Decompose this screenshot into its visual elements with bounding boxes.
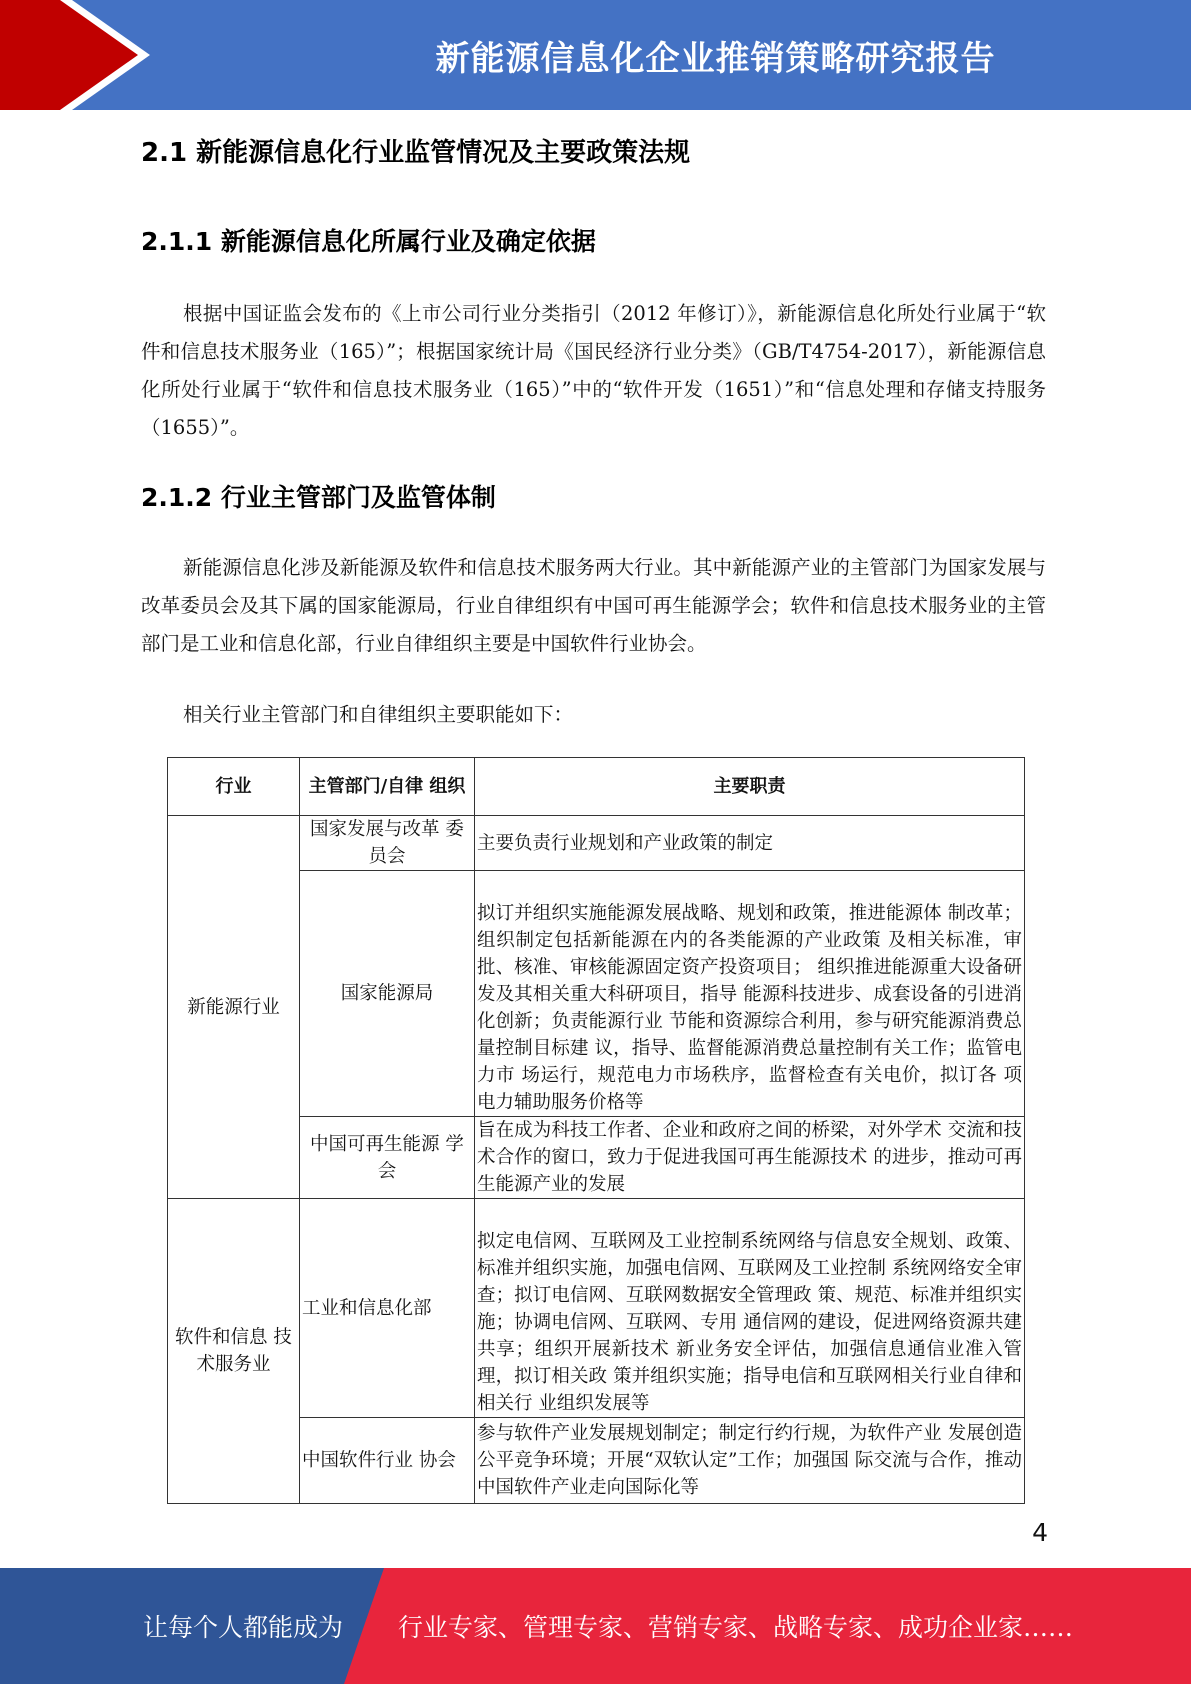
industry-cell: 新能源行业	[168, 816, 300, 1199]
subsection-heading-1: 2.1.1 新能源信息化所属行业及确定依据	[141, 227, 596, 256]
subsection-heading-2: 2.1.2 行业主管部门及监管体制	[141, 483, 496, 512]
industry-cell: 软件和信息 技术服务业	[168, 1199, 300, 1504]
header-duties: 主要职责	[475, 758, 1025, 816]
table-row	[168, 816, 1025, 871]
paragraph-table-intro: 相关行业主管部门和自律组织主要职能如下：	[183, 703, 574, 726]
header-arrow-icon	[0, 0, 160, 110]
duty-cell: 参与软件产业发展规划制定；制定行约行规，为软件产业 发展创造公平竞争环境；开展“双软认定”工作；加强国 际交流与合作，推动中国软件产业走向国际化等	[475, 1418, 1025, 1504]
report-title: 新能源信息化企业推销策略研究报告	[435, 38, 996, 79]
header-department: 主管部门/自律 组织	[300, 758, 475, 816]
header-bar	[0, 0, 1191, 110]
department-cell: 中国软件行业 协会	[300, 1418, 475, 1504]
page-number: 4	[1032, 1518, 1048, 1547]
footer-bar	[0, 1568, 1191, 1684]
section-heading: 2.1 新能源信息化行业监管情况及主要政策法规	[141, 138, 691, 168]
department-cell: 中国可再生能源 学会	[300, 1117, 475, 1199]
table-header-row	[168, 758, 1025, 816]
duty-cell: 拟定电信网、互联网及工业控制系统网络与信息安全规划、政策、标准并组织实施，加强电信网、互联网及工业控制 系统网络安全审查；拟订电信网、互联网数据安全管理政 策、规范、标准并组织实施；协调电信网、互联网、专用 通信网的建设，促进网络资源共建共享；组织开展新技术 新业务安全评估，加强信息通信业准入管理，拟订相关政 策并组织实施；指导电信和互联网相关行业自律和相关行 业组织发展等	[475, 1199, 1025, 1418]
paragraph-regulators: 新能源信息化涉及新能源及软件和信息技术服务两大行业。其中新能源产业的主管部门为国家发展与改革委员会及其下属的国家能源局，行业自律组织有中国可再生能源学会；软件和信息技术服务业的主管部门是工业和信息化部，行业自律组织主要是中国软件行业协会。	[141, 556, 1046, 655]
department-cell: 工业和信息化部	[300, 1199, 475, 1418]
regulators-table	[167, 757, 1025, 1504]
department-cell: 国家发展与改革 委员会	[300, 816, 475, 871]
duty-cell: 主要负责行业规划和产业政策的制定	[475, 816, 1025, 871]
department-cell: 国家能源局	[300, 871, 475, 1117]
footer-slogan-left: 让每个人都能成为	[143, 1613, 344, 1642]
table-row	[168, 1199, 1025, 1418]
duty-cell: 拟订并组织实施能源发展战略、规划和政策，推进能源体 制改革；组织制定包括新能源在内的各类能源的产业政策 及相关标准，审批、核准、审核能源固定资产投资项目； 组织推进能源重大设备研发及其相关重大科研项目，指导 能源科技进步、成套设备的引进消化创新；负责能源行业 节能和资源综合利用，参与研究能源消费总量控制目标建 议，指导、监督能源消费总量控制有关工作；监管电力市 场运行，规范电力市场秩序，监督检查有关电价，拟订各 项电力辅助服务价格等	[475, 871, 1025, 1117]
paragraph-industry-basis: 根据中国证监会发布的《上市公司行业分类指引（2012 年修订）》，新能源信息化所处行业属于“软件和信息技术服务业（165）”；根据国家统计局《国民经济行业分类》（GB/T4754-2017），新能源信息化所处行业属于“软件和信息技术服务业（165）”中的“软件开发（1651）”和“信息处理和存储支持服务（1655）”。	[141, 302, 1046, 439]
duty-cell: 旨在成为科技工作者、企业和政府之间的桥梁，对外学术 交流和技术合作的窗口，致力于促进我国可再生能源技术 的进步，推动可再生能源产业的发展	[475, 1117, 1025, 1199]
footer-slogan-right: 行业专家、管理专家、营销专家、战略专家、成功企业家……	[398, 1613, 1074, 1642]
header-industry: 行业	[168, 758, 300, 816]
